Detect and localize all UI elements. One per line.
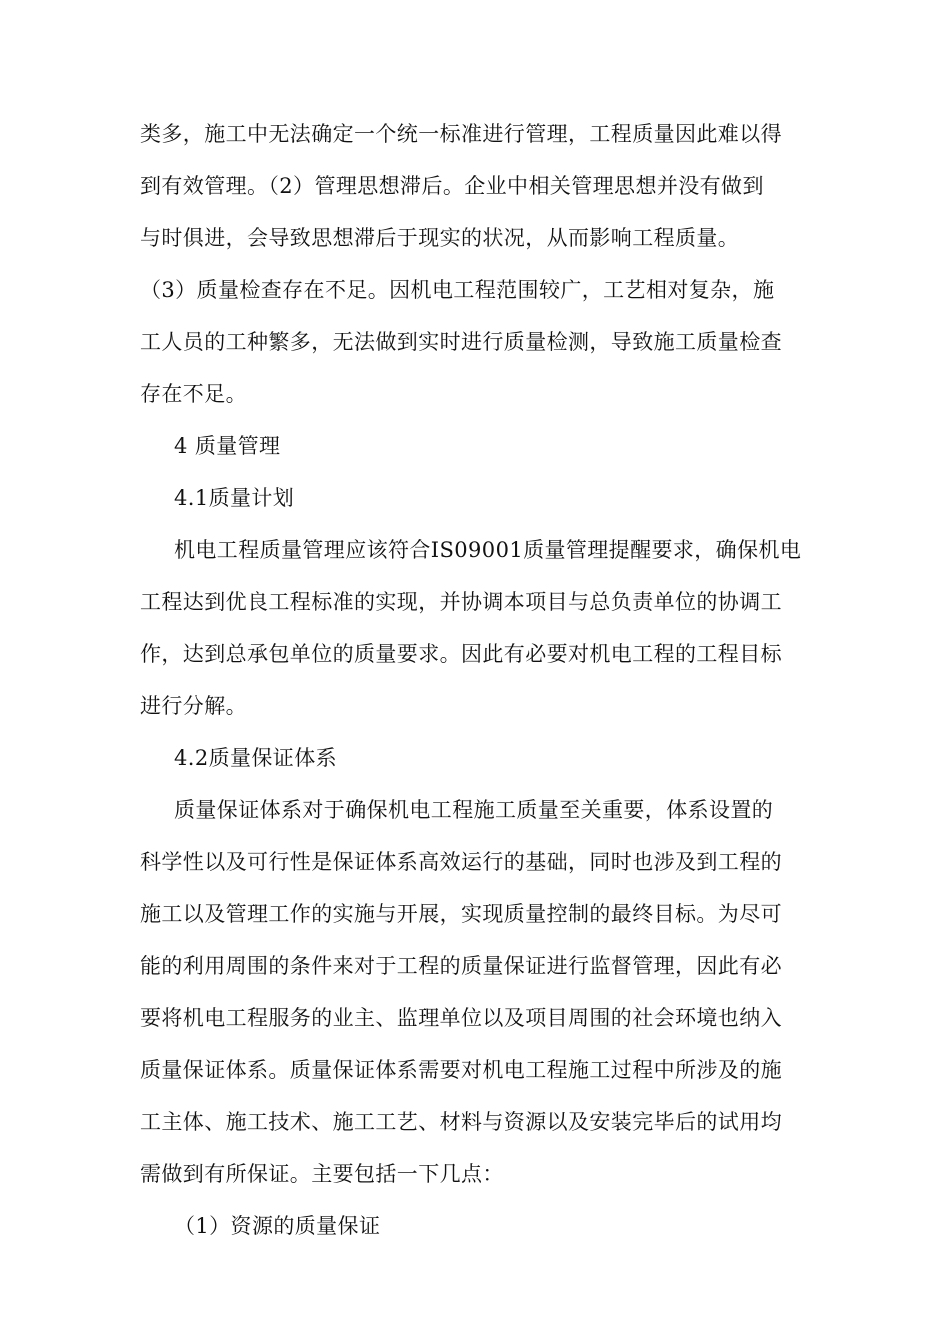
document-body — [140, 108, 830, 1252]
paragraph-line: （3）质量检查存在不足。因机电工程范围较广，工艺相对复杂，施 — [140, 278, 775, 302]
paragraph-line: 工人员的工种繁多，无法做到实时进行质量检测，导致施工质量检查 — [140, 330, 782, 354]
subsection-heading: 4.1质量计划 — [174, 486, 295, 510]
paragraph-line: 工主体、施工技术、施工工艺、材料与资源以及安装完毕后的试用均 — [140, 1110, 782, 1134]
paragraph-line: 施工以及管理工作的实施与开展，实现质量控制的最终目标。为尽可 — [140, 902, 782, 926]
paragraph-line: 进行分解。 — [140, 694, 247, 718]
list-item-heading: （1）资源的质量保证 — [174, 1214, 381, 1238]
paragraph-line: 质量保证体系对于确保机电工程施工质量至关重要，体系设置的 — [174, 798, 774, 822]
paragraph-line: 作，达到总承包单位的质量要求。因此有必要对机电工程的工程目标 — [140, 642, 782, 666]
paragraph-line: 工程达到优良工程标准的实现，并协调本项目与总负责单位的协调工 — [140, 590, 782, 614]
paragraph-line: 与时俱进，会导致思想滞后于现实的状况，从而影响工程质量。 — [140, 226, 740, 250]
paragraph-line: 要将机电工程服务的业主、监理单位以及项目周围的社会环境也纳入 — [140, 1006, 782, 1030]
paragraph-line: 类多，施工中无法确定一个统一标准进行管理，工程质量因此难以得 — [140, 122, 782, 146]
paragraph-line: 需做到有所保证。主要包括一下几点： — [140, 1162, 504, 1186]
paragraph-line: 机电工程质量管理应该符合IS09001质量管理提醒要求，确保机电 — [174, 538, 802, 562]
paragraph-line: 科学性以及可行性是保证体系高效运行的基础，同时也涉及到工程的 — [140, 850, 782, 874]
subsection-heading: 4.2质量保证体系 — [174, 746, 337, 770]
paragraph-line: 存在不足。 — [140, 382, 247, 406]
section-heading: 4 质量管理 — [174, 434, 281, 458]
paragraph-line: 能的利用周围的条件来对于工程的质量保证进行监督管理，因此有必 — [140, 954, 782, 978]
paragraph-line: 到有效管理。（2）管理思想滞后。企业中相关管理思想并没有做到 — [140, 174, 764, 198]
paragraph-line: 质量保证体系。质量保证体系需要对机电工程施工过程中所涉及的施 — [140, 1058, 782, 1082]
